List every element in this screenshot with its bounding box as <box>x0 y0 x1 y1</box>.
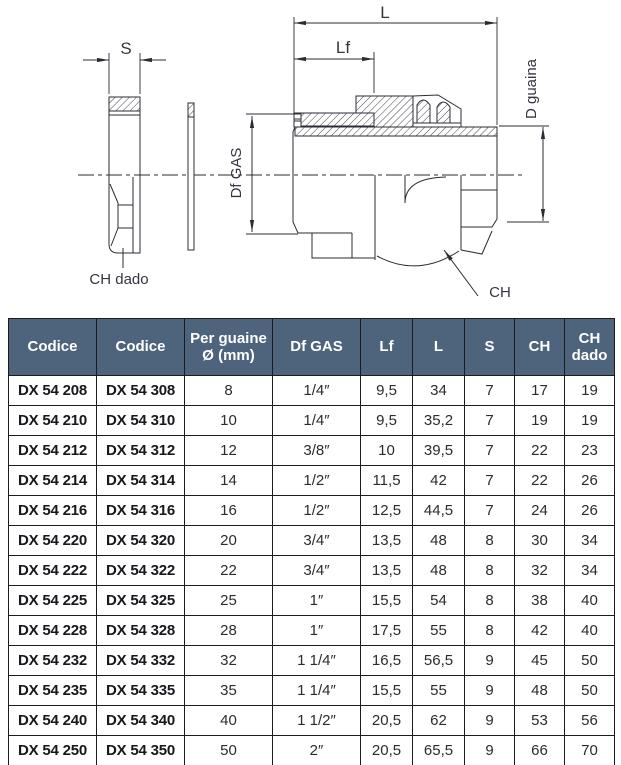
value-cell: 17,5 <box>361 616 413 646</box>
value-cell: 10 <box>185 406 273 436</box>
value-cell: 50 <box>565 646 615 676</box>
value-cell: 50 <box>185 736 273 765</box>
value-cell: 48 <box>413 526 465 556</box>
dimension-S <box>83 39 166 94</box>
dimension-Lf <box>294 38 374 93</box>
dimension-d-guaina <box>499 58 549 222</box>
value-cell: 66 <box>515 736 565 765</box>
code-cell: DX 54 212 <box>9 436 97 466</box>
value-cell: 1 1/4″ <box>273 676 361 706</box>
value-cell: 16,5 <box>361 646 413 676</box>
value-cell: 8 <box>465 586 515 616</box>
ch-dado-callout <box>89 248 148 288</box>
code-cell: DX 54 322 <box>97 556 185 586</box>
value-cell: 15,5 <box>361 586 413 616</box>
table-body <box>9 376 615 765</box>
code-cell: DX 54 250 <box>9 736 97 765</box>
value-cell: 8 <box>465 556 515 586</box>
value-cell: 55 <box>413 616 465 646</box>
value-cell: 9,5 <box>361 376 413 406</box>
dim-label-ch-dado: CH dado <box>89 271 149 288</box>
col-header-codice-2: Codice <box>97 319 185 376</box>
value-cell: 65,5 <box>413 736 465 765</box>
table-row <box>9 586 615 616</box>
value-cell: 45 <box>515 646 565 676</box>
code-cell: DX 54 240 <box>9 706 97 736</box>
value-cell: 1/2″ <box>273 466 361 496</box>
value-cell: 38 <box>515 586 565 616</box>
table-row <box>9 406 615 436</box>
col-header-s: S <box>465 319 515 376</box>
value-cell: 7 <box>465 466 515 496</box>
value-cell: 1/2″ <box>273 496 361 526</box>
value-cell: 8 <box>185 376 273 406</box>
value-cell: 23 <box>565 436 615 466</box>
value-cell: 32 <box>515 556 565 586</box>
value-cell: 15,5 <box>361 676 413 706</box>
table-row <box>9 616 615 646</box>
value-cell: 13,5 <box>361 556 413 586</box>
flange-section <box>301 113 374 126</box>
table-row <box>9 736 615 765</box>
value-cell: 17 <box>515 376 565 406</box>
col-header-per-guaine: Per guaine Ø (mm) <box>185 319 273 376</box>
col-header-lf: Lf <box>361 319 413 376</box>
value-cell: 39,5 <box>413 436 465 466</box>
value-cell: 9 <box>465 736 515 765</box>
value-cell: 25 <box>185 586 273 616</box>
dim-label-ch: CH <box>489 284 511 301</box>
value-cell: 3/4″ <box>273 556 361 586</box>
value-cell: 14 <box>185 466 273 496</box>
value-cell: 7 <box>465 406 515 436</box>
value-cell: 22 <box>185 556 273 586</box>
value-cell: 26 <box>565 466 615 496</box>
value-cell: 9 <box>465 706 515 736</box>
value-cell: 9,5 <box>361 406 413 436</box>
table-row <box>9 496 615 526</box>
value-cell: 34 <box>565 526 615 556</box>
code-cell: DX 54 320 <box>97 526 185 556</box>
code-cell: DX 54 222 <box>9 556 97 586</box>
code-cell: DX 54 332 <box>97 646 185 676</box>
value-cell: 70 <box>565 736 615 765</box>
table-row <box>9 526 615 556</box>
value-cell: 9 <box>465 646 515 676</box>
code-cell: DX 54 328 <box>97 616 185 646</box>
value-cell: 12,5 <box>361 496 413 526</box>
table-header-row <box>9 319 615 376</box>
value-cell: 1″ <box>273 586 361 616</box>
value-cell: 40 <box>565 616 615 646</box>
value-cell: 56,5 <box>413 646 465 676</box>
code-cell: DX 54 235 <box>9 676 97 706</box>
value-cell: 28 <box>185 616 273 646</box>
table-row <box>9 466 615 496</box>
col-header-ch-dado: CH dado <box>565 319 615 376</box>
value-cell: 20,5 <box>361 736 413 765</box>
table-row <box>9 436 615 466</box>
value-cell: 48 <box>413 556 465 586</box>
value-cell: 44,5 <box>413 496 465 526</box>
code-cell: DX 54 225 <box>9 586 97 616</box>
seal-claw-1 <box>417 100 430 123</box>
code-cell: DX 54 325 <box>97 586 185 616</box>
value-cell: 1″ <box>273 616 361 646</box>
code-cell: DX 54 216 <box>9 496 97 526</box>
dimensions-table <box>8 318 615 765</box>
value-cell: 34 <box>565 556 615 586</box>
value-cell: 26 <box>565 496 615 526</box>
value-cell: 19 <box>565 406 615 436</box>
code-cell: DX 54 308 <box>97 376 185 406</box>
code-cell: DX 54 310 <box>97 406 185 436</box>
washer-side-view <box>188 103 194 250</box>
value-cell: 62 <box>413 706 465 736</box>
code-cell: DX 54 340 <box>97 706 185 736</box>
dim-label-df-gas: Df GAS <box>228 147 245 199</box>
value-cell: 12 <box>185 436 273 466</box>
table-row <box>9 706 615 736</box>
value-cell: 53 <box>515 706 565 736</box>
code-cell: DX 54 335 <box>97 676 185 706</box>
table-row <box>9 646 615 676</box>
dim-label-S: S <box>120 39 132 58</box>
value-cell: 2″ <box>273 736 361 765</box>
value-cell: 20 <box>185 526 273 556</box>
col-header-codice-1: Codice <box>9 319 97 376</box>
value-cell: 42 <box>413 466 465 496</box>
value-cell: 56 <box>565 706 615 736</box>
col-header-df-gas: Df GAS <box>273 319 361 376</box>
value-cell: 11,5 <box>361 466 413 496</box>
value-cell: 19 <box>515 406 565 436</box>
value-cell: 48 <box>515 676 565 706</box>
value-cell: 20,5 <box>361 706 413 736</box>
table-row <box>9 676 615 706</box>
code-cell: DX 54 316 <box>97 496 185 526</box>
value-cell: 1/4″ <box>273 406 361 436</box>
value-cell: 8 <box>465 616 515 646</box>
code-cell: DX 54 220 <box>9 526 97 556</box>
value-cell: 9 <box>465 676 515 706</box>
value-cell: 32 <box>185 646 273 676</box>
value-cell: 1 1/4″ <box>273 646 361 676</box>
code-cell: DX 54 208 <box>9 376 97 406</box>
code-cell: DX 54 312 <box>97 436 185 466</box>
value-cell: 22 <box>515 466 565 496</box>
value-cell: 55 <box>413 676 465 706</box>
col-header-ch: CH <box>515 319 565 376</box>
code-cell: DX 54 228 <box>9 616 97 646</box>
value-cell: 19 <box>565 376 615 406</box>
value-cell: 7 <box>465 436 515 466</box>
value-cell: 40 <box>565 586 615 616</box>
value-cell: 40 <box>185 706 273 736</box>
dim-label-Lf: Lf <box>335 38 351 57</box>
fitting-body <box>293 95 497 266</box>
dim-label-d-guaina: D guaina <box>523 58 540 120</box>
value-cell: 42 <box>515 616 565 646</box>
table-row <box>9 556 615 586</box>
code-cell: DX 54 350 <box>97 736 185 765</box>
value-cell: 16 <box>185 496 273 526</box>
body-wall-section <box>295 127 497 136</box>
value-cell: 34 <box>413 376 465 406</box>
code-cell: DX 54 314 <box>97 466 185 496</box>
value-cell: 3/4″ <box>273 526 361 556</box>
value-cell: 3/8″ <box>273 436 361 466</box>
value-cell: 22 <box>515 436 565 466</box>
value-cell: 1 1/2″ <box>273 706 361 736</box>
locknut-hatched-cap <box>109 97 140 111</box>
value-cell: 7 <box>465 376 515 406</box>
code-cell: DX 54 232 <box>9 646 97 676</box>
value-cell: 10 <box>361 436 413 466</box>
dim-label-L: L <box>380 3 390 22</box>
technical-drawing <box>0 0 621 315</box>
value-cell: 1/4″ <box>273 376 361 406</box>
value-cell: 30 <box>515 526 565 556</box>
col-header-l: L <box>413 319 465 376</box>
value-cell: 50 <box>565 676 615 706</box>
value-cell: 7 <box>465 496 515 526</box>
washer-hatched-top <box>188 103 194 117</box>
value-cell: 8 <box>465 526 515 556</box>
value-cell: 13,5 <box>361 526 413 556</box>
seal-claw-2 <box>437 102 450 123</box>
dimension-df-gas <box>228 114 301 234</box>
value-cell: 35,2 <box>413 406 465 436</box>
code-cell: DX 54 214 <box>9 466 97 496</box>
ch-callout <box>444 250 511 301</box>
value-cell: 35 <box>185 676 273 706</box>
value-cell: 54 <box>413 586 465 616</box>
table-row <box>9 376 615 406</box>
code-cell: DX 54 210 <box>9 406 97 436</box>
value-cell: 24 <box>515 496 565 526</box>
